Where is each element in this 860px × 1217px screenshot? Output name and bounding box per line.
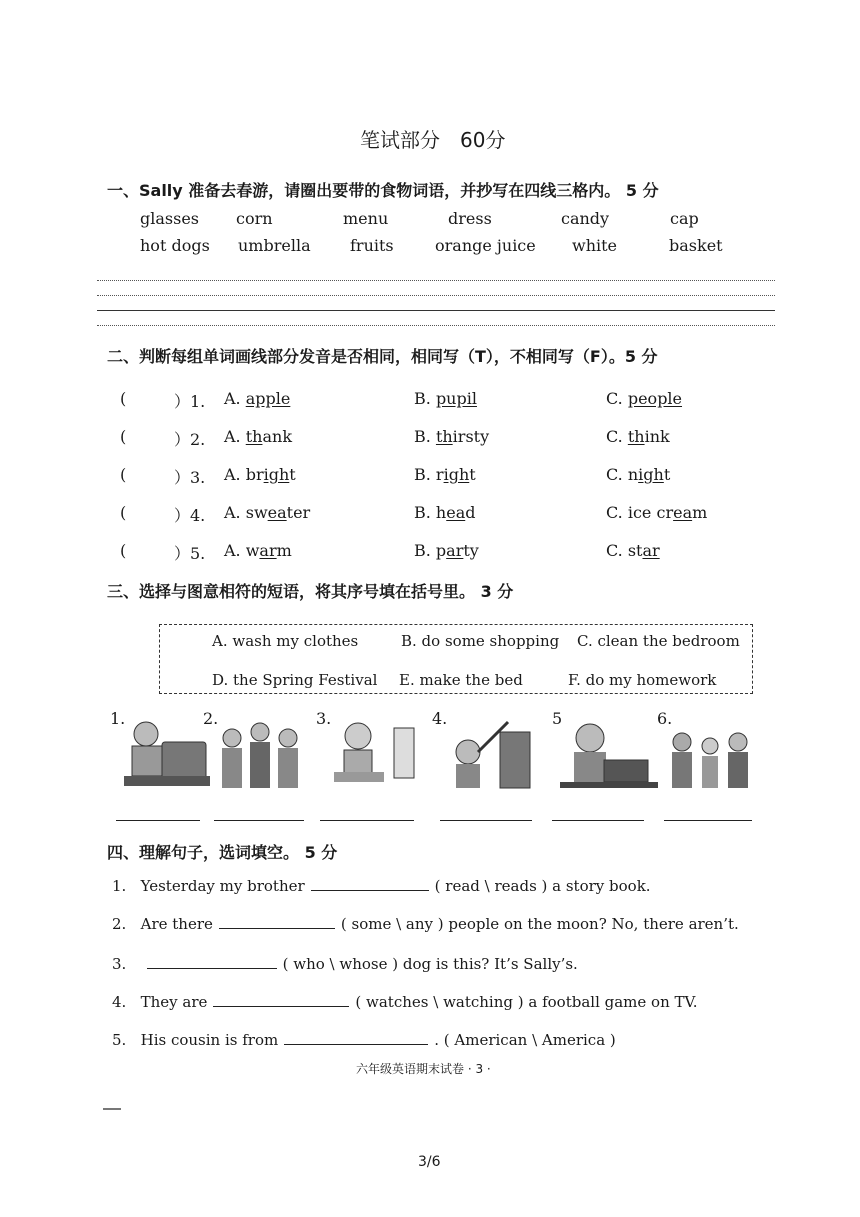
option-a: A. warm — [224, 541, 292, 560]
answer-paren[interactable]: ( — [120, 465, 127, 484]
picture-answer-blank[interactable] — [440, 820, 532, 821]
section-2-heading: 二、判断每组单词画线部分发音是否相同，相同写（T），不相同写（F）。5 分 — [107, 347, 658, 366]
picture-answer-blank[interactable] — [214, 820, 304, 821]
footer-label: 六年级英语期末试卷 · 3 · — [356, 1062, 491, 1076]
word-basket[interactable]: basket — [669, 236, 723, 255]
phrase-option-d: D. the Spring Festival — [212, 671, 378, 689]
family-group-icon — [212, 712, 310, 792]
page-title: 笔试部分 60分 — [360, 128, 506, 152]
question-number: ）2. — [174, 430, 206, 449]
option-a: A. sweater — [224, 503, 311, 522]
word-menu[interactable]: menu — [343, 209, 389, 228]
option-c: C. star — [606, 541, 660, 560]
answer-blank[interactable] — [311, 890, 429, 891]
picture-number: 1. — [110, 709, 126, 728]
girl-washing-icon — [324, 712, 422, 792]
word-corn[interactable]: corn — [236, 209, 273, 228]
sentence-4: 4. They are ( watches \ watching ) a football game on TV. — [112, 993, 698, 1011]
option-b: B. pupil — [414, 389, 477, 408]
answer-paren[interactable]: ( — [120, 389, 127, 408]
option-c: C. think — [606, 427, 670, 446]
picture-number: 6. — [657, 709, 673, 728]
word-cap[interactable]: cap — [670, 209, 699, 228]
option-c: C. night — [606, 465, 671, 484]
word-fruits[interactable]: fruits — [350, 236, 394, 255]
answer-blank[interactable] — [219, 928, 335, 929]
option-b: B. thirsty — [414, 427, 490, 446]
question-number: ）3. — [174, 468, 206, 487]
option-a: A. bright — [224, 465, 296, 484]
option-b: B. right — [414, 465, 476, 484]
phrase-option-e: E. make the bed — [399, 671, 523, 689]
phrase-option-f: F. do my homework — [568, 671, 717, 689]
picture-answer-blank[interactable] — [552, 820, 644, 821]
picture-number: 3. — [316, 709, 332, 728]
word-hot-dogs[interactable]: hot dogs — [140, 236, 210, 255]
girl-cleaning-icon — [438, 712, 536, 792]
sentence-number: 1. — [112, 877, 127, 895]
option-a: A. apple — [224, 389, 291, 408]
picture-answer-blank[interactable] — [320, 820, 414, 821]
section-3-heading: 三、选择与图意相符的短语，将其序号填在括号里。 3 分 — [107, 582, 514, 601]
picture-number: 5 — [552, 709, 563, 728]
answer-blank[interactable] — [213, 1006, 349, 1007]
word-glasses[interactable]: glasses — [140, 209, 199, 228]
sentence-1: 1. Yesterday my brother ( read \ reads ) a story book. — [112, 877, 651, 895]
sentence-number: 2. — [112, 915, 127, 933]
scan-mark — [103, 1108, 121, 1110]
word-candy[interactable]: candy — [561, 209, 610, 228]
man-at-desk-icon — [118, 712, 216, 792]
word-umbrella[interactable]: umbrella — [238, 236, 311, 255]
picture-number: 2. — [203, 709, 219, 728]
boy-making-bed-icon — [560, 712, 658, 792]
word-orange-juice[interactable]: orange juice — [435, 236, 536, 255]
sentence-5: 5. His cousin is from . ( American \ America ) — [112, 1031, 616, 1049]
question-number: ）1. — [174, 392, 206, 411]
page-number: 3/6 — [418, 1154, 441, 1170]
sentence-number: 5. — [112, 1031, 127, 1049]
phrase-option-b: B. do some shopping — [401, 632, 560, 650]
picture-answer-blank[interactable] — [664, 820, 752, 821]
crowd-festival-icon — [664, 712, 762, 792]
section-4-heading: 四、理解句子，选词填空。 5 分 — [107, 843, 338, 862]
answer-paren[interactable]: ( — [120, 503, 127, 522]
option-b: B. head — [414, 503, 476, 522]
word-dress[interactable]: dress — [448, 209, 492, 228]
option-c: C. ice cream — [606, 503, 708, 522]
answer-paren[interactable]: ( — [120, 427, 127, 446]
question-number: ）4. — [174, 506, 206, 525]
sentence-number: 3. — [112, 955, 127, 973]
answer-blank[interactable] — [147, 968, 277, 969]
sentence-number: 4. — [112, 993, 127, 1011]
option-b: B. party — [414, 541, 479, 560]
word-white[interactable]: white — [572, 236, 618, 255]
sentence-2: 2. Are there ( some \ any ) people on the moon? No, there aren’t. — [112, 915, 739, 933]
option-a: A. thank — [224, 427, 293, 446]
sentence-3: 3. ( who \ whose ) dog is this? It’s Sally’s. — [112, 955, 578, 973]
picture-answer-blank[interactable] — [116, 820, 200, 821]
option-c: C. people — [606, 389, 683, 408]
picture-number: 4. — [432, 709, 448, 728]
section-1-heading: 一、Sally 准备去春游，请圈出要带的食物词语，并抄写在四线三格内。 5 分 — [107, 181, 659, 200]
answer-paren[interactable]: ( — [120, 541, 127, 560]
phrase-option-c: C. clean the bedroom — [577, 632, 740, 650]
answer-blank[interactable] — [284, 1044, 428, 1045]
phrase-option-a: A. wash my clothes — [212, 632, 359, 650]
question-number: ）5. — [174, 544, 206, 563]
